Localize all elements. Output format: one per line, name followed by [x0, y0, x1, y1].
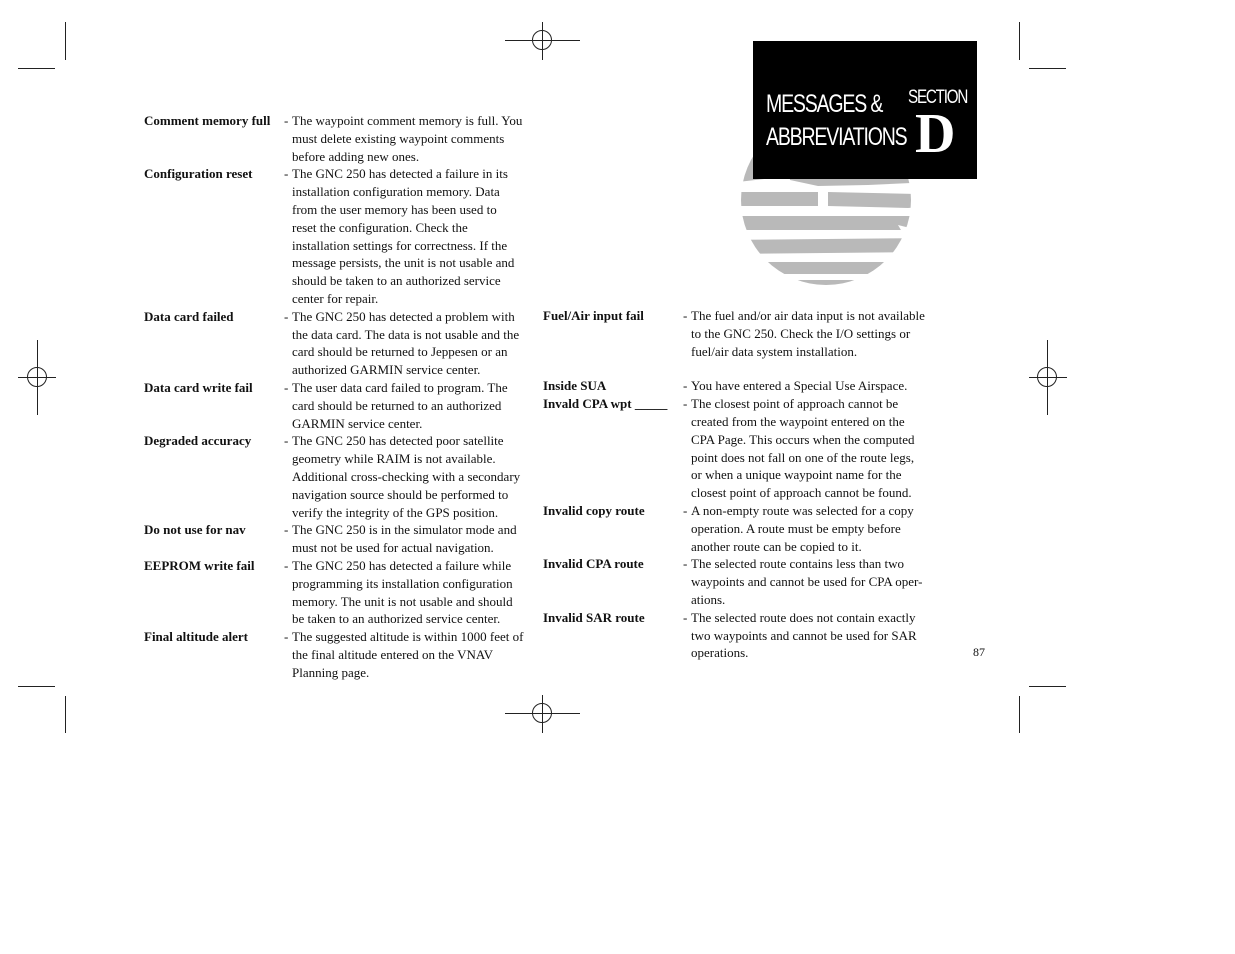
message-term: Degraded accuracy [144, 433, 252, 449]
dash-separator: - [284, 522, 289, 538]
description-text: The GNC 250 has detected poor satellite geometry while RAIM is not available. Additional cross-checking with a secondary navigation source should be performed to verify the integrity of the GPS position. [292, 433, 521, 520]
message-term: Final altitude alert [144, 629, 248, 645]
dash-separator: - [284, 113, 289, 128]
message-entry [144, 521, 524, 557]
message-term: Fuel/Air input fail [543, 308, 644, 323]
right-column [543, 307, 925, 662]
description-text: The fuel and/or air data input is not available to the GNC 250. Check the I/O settings or fuel/air data system installation. [691, 308, 925, 359]
dash-separator: - [683, 502, 688, 518]
message-entry [144, 379, 524, 432]
section-label: SECTION [908, 87, 968, 108]
dash-separator: - [683, 378, 688, 394]
message-entry [543, 395, 925, 502]
message-term: Invalid SAR route [543, 609, 645, 625]
crop-mark [1019, 696, 1020, 733]
left-column [144, 112, 524, 682]
message-term: Data card failed [144, 308, 234, 324]
message-description [284, 165, 524, 307]
crop-mark [1029, 686, 1066, 687]
dash-separator: - [284, 433, 289, 449]
section-letter: D [915, 103, 956, 165]
message-description [284, 557, 524, 628]
description-text: The GNC 250 is in the simulator mode and must not be used for actual navigation. [292, 522, 517, 556]
registration-mark [27, 367, 47, 387]
message-term: Data card write fail [144, 379, 253, 395]
registration-mark [532, 703, 552, 723]
description-text: The selected route does not contain exactly two waypoints and cannot be used for SAR operations. [691, 609, 917, 661]
message-description [683, 609, 925, 662]
dash-separator: - [284, 166, 289, 182]
message-description [284, 308, 524, 379]
section-title-line2: ABBREVIATIONS [766, 123, 907, 151]
dash-separator: - [284, 557, 289, 573]
message-entry [144, 165, 524, 307]
dash-separator: - [284, 629, 289, 645]
message-description [284, 432, 524, 521]
message-entry [543, 377, 925, 395]
message-entry [144, 308, 524, 379]
registration-mark [532, 30, 552, 50]
dash-separator: - [683, 396, 688, 412]
message-entry [144, 112, 524, 165]
crop-mark [65, 696, 66, 733]
description-text: The user data card failed to program. The card should be returned to an authorized GARMIN service center. [292, 379, 508, 431]
dash-separator: - [683, 556, 688, 572]
section-title-line1: MESSAGES & [766, 90, 883, 118]
message-description [683, 377, 925, 395]
message-description [284, 521, 524, 557]
description-text: A non-empty route was selected for a copy operation. A route must be empty before another route can be copied to it. [691, 502, 914, 554]
message-term: Invalid copy route [543, 502, 645, 518]
section-title [766, 88, 907, 154]
crop-mark [1019, 22, 1020, 60]
message-description [683, 395, 925, 502]
message-term: EEPROM write fail [144, 557, 255, 573]
description-text: The selected route contains less than two waypoints and cannot be used for CPA oper-ations. [691, 556, 923, 607]
registration-mark [1037, 367, 1057, 387]
description-text: The GNC 250 has detected a failure in its installation configuration memory. Data from the user memory has been used to reset the configuration. Check the installation settings for correctness. If the message persists, the unit is not usable and should be taken to an authorized service center for repair. [292, 166, 515, 306]
dash-separator: - [683, 609, 688, 625]
message-entry [543, 502, 925, 555]
message-description [683, 555, 925, 608]
crop-mark [65, 22, 66, 60]
message-term: Do not use for nav [144, 522, 246, 538]
crop-mark [18, 686, 55, 687]
message-entry [144, 432, 524, 521]
message-term: Comment memory full [144, 113, 271, 128]
description-text: The GNC 250 has detected a problem with the data card. The data is not usable and the card should be returned to Jeppesen or an authorized GARMIN service center. [292, 308, 520, 378]
message-description [284, 628, 524, 681]
description-text: The suggested altitude is within 1000 feet of the final altitude entered on the VNAV Planning page. [292, 629, 524, 680]
message-description [284, 112, 524, 165]
message-term: Inside SUA [543, 378, 607, 394]
section-header [753, 41, 977, 179]
message-term: Invalid CPA route [543, 556, 644, 572]
page-number: 87 [973, 645, 985, 659]
description-text: You have entered a Special Use Airspace. [691, 378, 908, 394]
description-text: The closest point of approach cannot be created from the waypoint entered on the CPA Page. This occurs when the computed point does not fall on one of the route legs, or when a unique waypoint name for the closest point of approach cannot be found. [691, 396, 915, 501]
message-term: Invald CPA wpt _____ [543, 396, 668, 412]
message-description [284, 379, 524, 432]
message-entry [144, 628, 524, 681]
description-text: The waypoint comment memory is full. You must delete existing waypoint comments before adding new ones. [292, 113, 523, 164]
message-entry [543, 307, 925, 360]
description-text: The GNC 250 has detected a failure while programming its installation configuration memory. The unit is not usable and should be taken to an authorized service center. [292, 557, 513, 627]
message-entry [144, 557, 524, 628]
crop-mark [18, 68, 55, 69]
message-entry [543, 609, 925, 662]
message-term: Configuration reset [144, 166, 253, 182]
dash-separator: - [284, 308, 289, 324]
message-description [683, 307, 925, 360]
crop-mark [1029, 68, 1066, 69]
message-entry [543, 555, 925, 608]
dash-separator: - [284, 379, 289, 395]
message-description [683, 502, 925, 555]
dash-separator: - [683, 308, 688, 323]
